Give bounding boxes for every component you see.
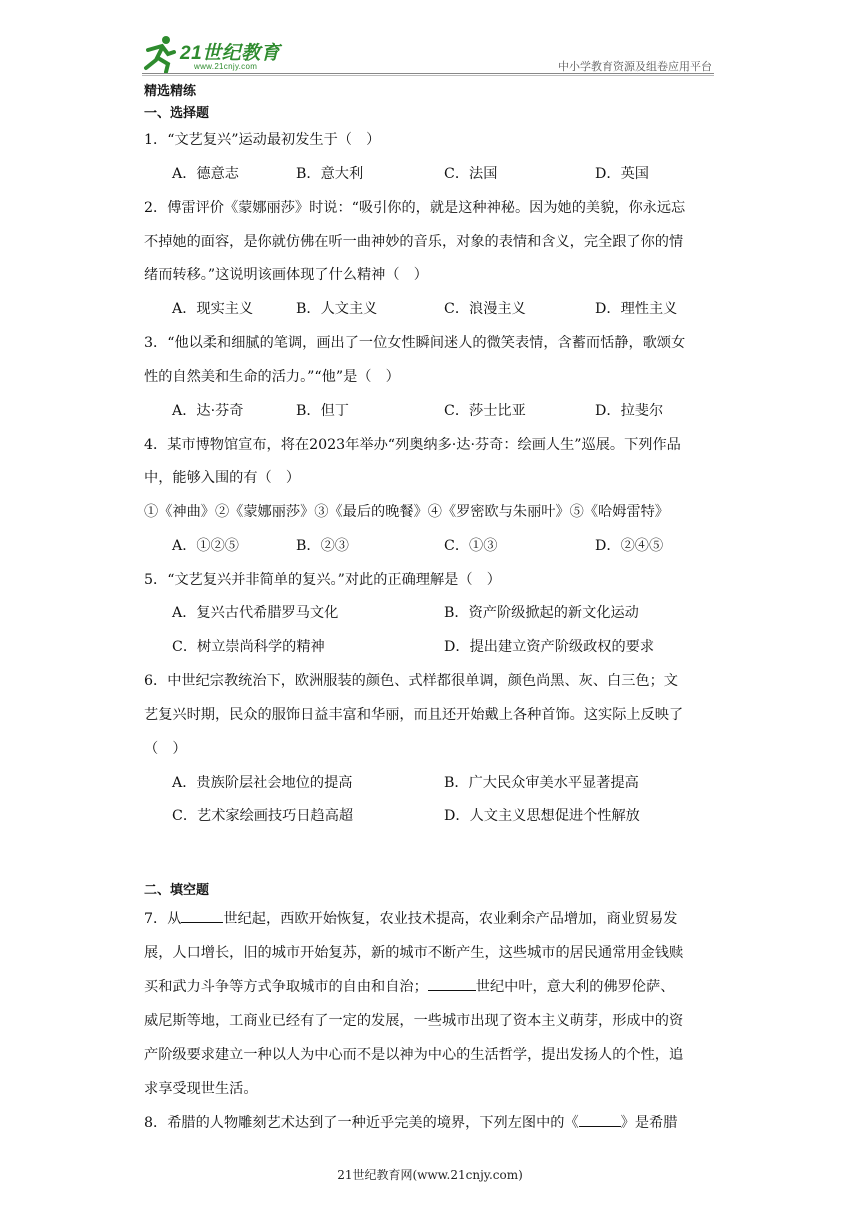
- q7-blank-2[interactable]: [428, 976, 476, 991]
- q8-blank-1[interactable]: [579, 1112, 621, 1127]
- q2-option-d: D．理性主义: [595, 301, 678, 317]
- question-6-line-1: 6．中世纪宗教统治下，欧洲服装的颜色、式样都很单调，颜色尚黑、灰、白三色；文: [144, 673, 678, 689]
- question-7-line-1: [144, 908, 677, 928]
- q8-text-1a: 8．希腊的人物雕刻艺术达到了一种近乎完美的境界，下列左图中的《: [144, 1115, 579, 1131]
- question-5: 5．“文艺复兴并非简单的复兴。”对此的正确理解是（ ）: [144, 572, 501, 588]
- q2-option-a: A．现实主义: [172, 301, 254, 317]
- q2-option-b: B．人文主义: [296, 301, 378, 317]
- q1-option-c: C．法国: [444, 166, 498, 182]
- q6-option-c: C．艺术家绘画技巧日趋高超: [172, 808, 354, 824]
- site-logo: [142, 34, 282, 76]
- header-divider-thin: [142, 75, 714, 76]
- q6-option-b: B．广大民众审美水平显著提高: [444, 775, 639, 791]
- platform-name: 中小学教育资源及组卷应用平台: [558, 60, 712, 73]
- question-7-line-6: 求享受现世生活。: [144, 1081, 258, 1097]
- question-6-line-2: 艺复兴时期，民众的服饰日益丰富和华丽，而且还开始戴上各种首饰。这实际上反映了: [144, 707, 684, 723]
- q3-option-c: C．莎士比亚: [444, 403, 526, 419]
- question-3-line-1: 3．“他以柔和细腻的笔调，画出了一位女性瞬间迷人的微笑表情，含蓄而恬静，歌颂女: [144, 335, 686, 351]
- question-2-line-2: 不掉她的面容，是你就仿佛在听一曲神妙的音乐，对象的表情和含义，完全跟了你的情: [144, 234, 684, 250]
- q5-option-a: A．复兴古代希腊罗马文化: [172, 605, 339, 621]
- q7-text-3b: 世纪中叶，意大利的佛罗伦萨、: [475, 979, 675, 995]
- q3-option-a: A．达·芬奇: [172, 403, 244, 419]
- q4-option-c: C．①③: [444, 538, 498, 554]
- q5-option-d: D．提出建立资产阶级政权的要求: [444, 639, 655, 655]
- question-4-line-2: 中，能够入围的有（ ）: [144, 470, 301, 486]
- q1-option-d: D．英国: [595, 166, 649, 182]
- q1-option-b: B．意大利: [296, 166, 364, 182]
- question-6-line-3: （ ）: [144, 741, 187, 757]
- q4-option-d: D．②④⑤: [595, 538, 664, 554]
- logo-url: www.21cnjy.com: [194, 62, 258, 71]
- question-7-line-5: 产阶级要求建立一种以人为中心而不是以神为中心的生活哲学，提出发扬人的个性，追: [144, 1047, 684, 1063]
- question-4-line-1: 4．某市博物馆宣布，将在2023年举办“列奥纳多·达·芬奇：绘画人生”巡展。下列作品: [144, 437, 681, 453]
- question-7-line-3: [144, 976, 674, 996]
- q3-option-d: D．拉斐尔: [595, 403, 664, 419]
- q6-option-a: A．贵族阶层社会地位的提高: [172, 775, 353, 791]
- q3-option-b: B．但丁: [296, 403, 349, 419]
- q6-option-d: D．人文主义思想促进个性解放: [444, 808, 640, 824]
- q5-option-c: C．树立崇尚科学的精神: [172, 639, 325, 655]
- page-footer: 21世纪教育网(www.21cnjy.com): [337, 1168, 523, 1182]
- q7-text-1b: 世纪起，西欧开始恢复，农业技术提高，农业剩余产品增加，商业贸易发: [223, 911, 678, 927]
- section-heading-fill: 二、填空题: [144, 883, 210, 898]
- q7-blank-1[interactable]: [181, 908, 223, 923]
- q4-option-b: B．②③: [296, 538, 349, 554]
- question-7-line-4: 威尼斯等地，工商业已经有了一定的发展，一些城市出现了资本主义萌芽，形成中的资: [144, 1013, 684, 1029]
- question-8-line-1: [144, 1112, 677, 1132]
- q5-option-b: B．资产阶级掀起的新文化运动: [444, 605, 639, 621]
- q4-option-a: A．①②⑤: [172, 538, 239, 554]
- q2-option-c: C．浪漫主义: [444, 301, 526, 317]
- question-2-line-1: 2．傅雷评价《蒙娜丽莎》时说：“吸引你的，就是这种神秘。因为她的美貌，你永远忘: [144, 200, 686, 216]
- page-title: 精选精练: [144, 84, 197, 99]
- q1-option-a: A．德意志: [172, 166, 239, 182]
- q7-text-1a: 7．从: [144, 911, 182, 927]
- logo-text: 21世纪教育: [180, 43, 281, 64]
- question-1: 1．“文艺复兴”运动最初发生于（ ）: [144, 132, 381, 148]
- question-3-line-2: 性的自然美和生命的活力。”“他”是（ ）: [144, 369, 400, 385]
- q7-text-3a: 买和武力斗争等方式争取城市的自由和自治；: [144, 979, 428, 995]
- q8-text-1b: 》是希腊: [620, 1115, 678, 1131]
- question-7-line-2: 展，人口增长，旧的城市开始复苏，新的城市不断产生，这些城市的居民通常用金钱赎: [144, 945, 684, 961]
- question-2-line-3: 绪而转移。”这说明该画体现了什么精神（ ）: [144, 267, 428, 283]
- question-4-line-3: ①《神曲》②《蒙娜丽莎》③《最后的晚餐》④《罗密欧与朱丽叶》⑤《哈姆雷特》: [144, 504, 669, 520]
- section-heading-choice: 一、选择题: [144, 106, 210, 121]
- header-divider: [142, 73, 714, 74]
- runner-logo-icon: [142, 34, 178, 74]
